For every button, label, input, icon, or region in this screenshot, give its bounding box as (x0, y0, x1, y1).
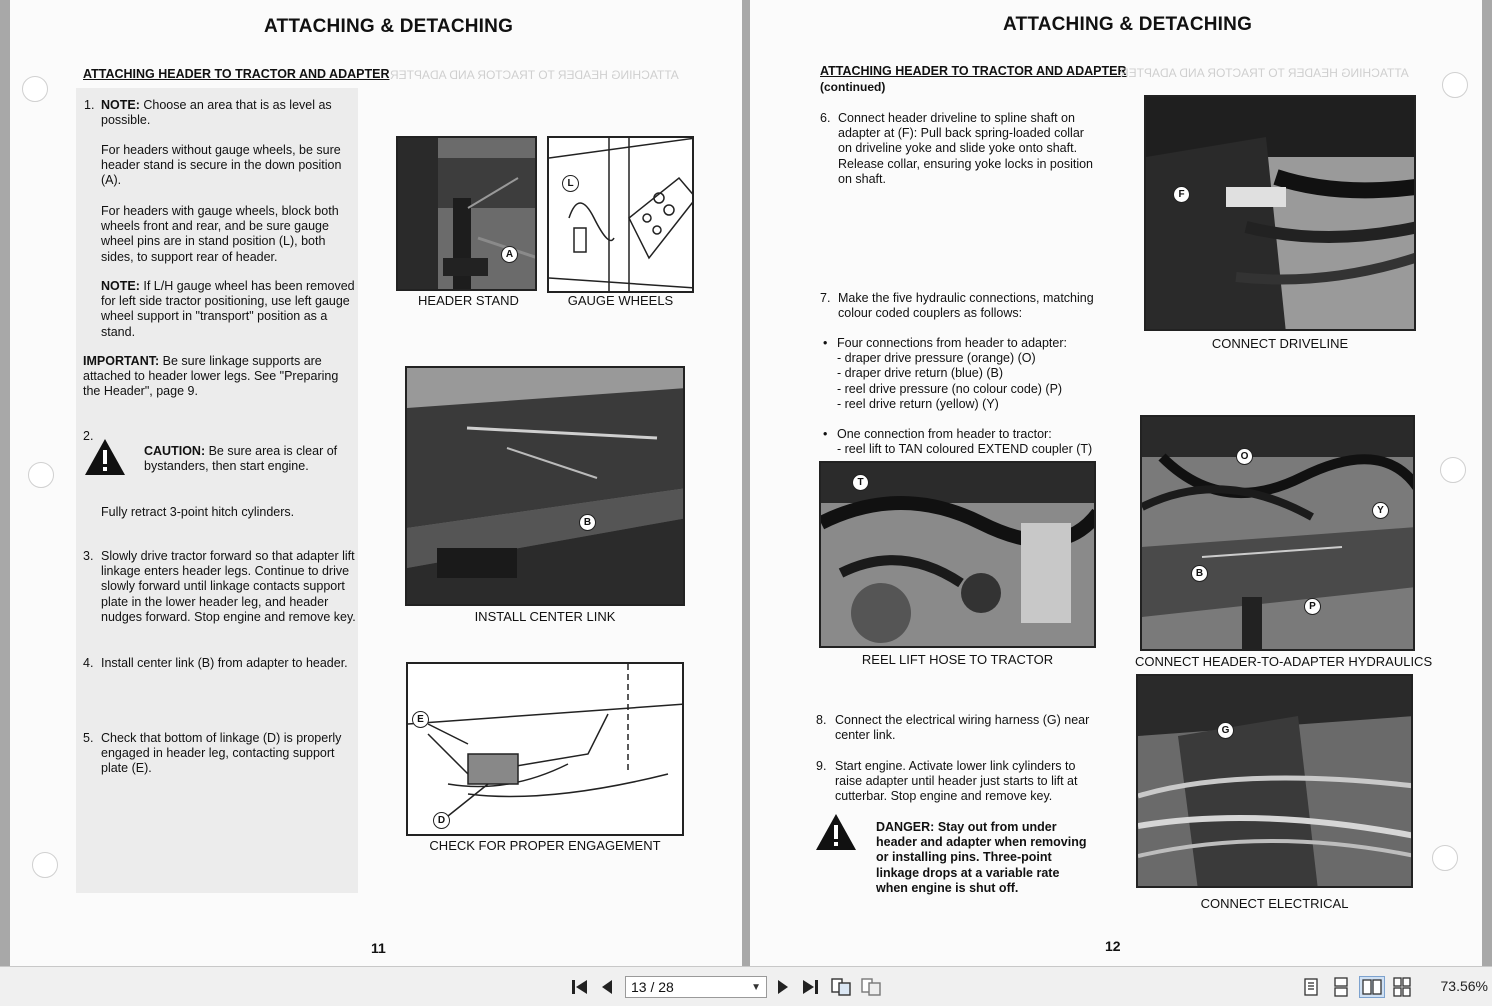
callout-label: P (1304, 598, 1321, 615)
callout-label: B (1191, 565, 1208, 582)
step-number: 8. (816, 713, 827, 727)
callout-label: Y (1372, 502, 1389, 519)
step-number: 1. (84, 98, 95, 112)
caution-note: CAUTION: Be sure area is clear of bystanders, then start engine. (144, 444, 338, 474)
hydraulic-item: - reel drive pressure (no colour code) (P) (837, 382, 1063, 396)
callout-label: E (412, 711, 429, 728)
figure-caption: INSTALL CENTER LINK (474, 609, 616, 624)
step-1-note: NOTE: If L/H gauge wheel has been removed for left side tractor positioning, use left gauge wheel support in "transport" position as a stand. (101, 279, 355, 339)
step-9-text: Start engine. Activate lower link cylinders to raise adapter until header just starts to lift at cutterbar. Stop engine and remove key. (835, 759, 1078, 804)
two-page-view-icon[interactable] (1359, 976, 1385, 998)
step-number: 6. (820, 111, 831, 125)
binder-hole (32, 852, 58, 878)
step-number: 2. (83, 429, 94, 443)
figure-caption: GAUGE WHEELS (567, 293, 674, 308)
last-page-icon[interactable] (800, 976, 822, 998)
hydraulic-item: - reel drive return (yellow) (Y) (837, 397, 999, 411)
section-subheading: (continued) (820, 80, 886, 94)
callout-label: D (433, 812, 450, 829)
electrical-photo (1136, 674, 1413, 888)
first-page-icon[interactable] (568, 976, 590, 998)
page-number: 11 (371, 940, 386, 956)
step-number: 4. (83, 656, 94, 670)
callout-label: G (1217, 722, 1234, 739)
page-number-input[interactable]: 13 / 28 ▼ (625, 976, 767, 998)
warning-triangle-icon (814, 812, 858, 852)
previous-page-icon[interactable] (597, 976, 617, 998)
engagement-drawing (406, 662, 684, 836)
fit-page-icon[interactable] (859, 976, 883, 998)
binder-hole (1440, 457, 1466, 483)
rotate-view-icon[interactable] (829, 976, 853, 998)
two-page-continuous-icon[interactable] (1391, 976, 1413, 998)
hydraulic-item: - draper drive return (blue) (B) (837, 366, 1004, 380)
binder-hole (1442, 72, 1468, 98)
callout-label: O (1236, 448, 1253, 465)
step-number: 3. (83, 549, 94, 563)
header-stand-photo (396, 136, 537, 291)
step-4-text: Install center link (B) from adapter to header. (101, 656, 348, 670)
callout-label: T (852, 474, 869, 491)
step-3-text: Slowly drive tractor forward so that adapter lift linkage enters header legs. Continue to drive slowly forward until linkage contacts support plate in the lower header leg, and header nudges forward. Stop engine and remove key. (101, 549, 356, 624)
continuous-view-icon[interactable] (1330, 976, 1352, 998)
page-title: ATTACHING & DETACHING (264, 16, 514, 37)
page-title: ATTACHING & DETACHING (1003, 14, 1253, 35)
step-1-para: For headers with gauge wheels, block both wheels front and rear, and be sure gauge wheel pins are in stand position (L), both sides, to support rear of header. (101, 204, 339, 264)
step-1-para: For headers without gauge wheels, be sure header stand is secure in the down position (A). (101, 143, 342, 188)
hydraulic-item: - reel lift to TAN coloured EXTEND coupler (T) (837, 442, 1093, 456)
figure-caption: CONNECT DRIVELINE (1211, 336, 1349, 351)
callout-label: B (579, 514, 596, 531)
hydraulics-photo (1140, 415, 1415, 651)
callout-label: A (501, 246, 518, 263)
danger-note: DANGER: Stay out from under header and adapter when removing or installing pins. Three-point linkage drops at a variable rate when engine is shut off. (876, 820, 1087, 895)
bullet: • (823, 427, 828, 441)
binder-hole (22, 76, 48, 102)
bullet: • (823, 336, 828, 350)
figure-caption: REEL LIFT HOSE TO TRACTOR (861, 652, 1054, 667)
gauge-wheels-drawing (547, 136, 694, 293)
page-number: 12 (1105, 938, 1121, 954)
figure-caption: CONNECT HEADER-TO-ADAPTER HYDRAULICS (1135, 654, 1433, 669)
step-7-text: Make the five hydraulic connections, matching colour coded couplers as follows: (838, 291, 1094, 321)
zoom-level[interactable]: 73.56% (1440, 978, 1488, 994)
step-8-text: Connect the electrical wiring harness (G) near center link. (835, 713, 1090, 743)
warning-triangle-icon (83, 437, 127, 477)
figure-caption: CHECK FOR PROPER ENGAGEMENT (429, 838, 661, 853)
figure-caption: HEADER STAND (418, 293, 519, 308)
step-number: 9. (816, 759, 827, 773)
section-heading: ATTACHING HEADER TO TRACTOR AND ADAPTER (83, 67, 390, 81)
bullet-heading: One connection from header to tractor: (837, 427, 1052, 441)
next-page-icon[interactable] (773, 976, 793, 998)
step-1-note: NOTE: Choose an area that is as level as possible. (101, 98, 332, 128)
page-11 (10, 0, 742, 966)
bleed-through-text: ATTACHING HEADER TO TRACTOR AND ADAPTER (390, 68, 679, 82)
step-6-text: Connect header driveline to spline shaft on adapter at (F): Pull back spring-loaded collar on driveline yoke and slide yoke onto shaft. Release collar, ensuring yoke locks in position on shaft. (838, 111, 1093, 186)
binder-hole (1432, 845, 1458, 871)
bullet-heading: Four connections from header to adapter: (837, 336, 1067, 350)
callout-label: F (1173, 186, 1190, 203)
single-page-view-icon[interactable] (1300, 976, 1322, 998)
bleed-through-text: ATTACHING HEADER TO TRACTOR AND ADAPTER (1120, 66, 1409, 80)
page-12 (750, 0, 1482, 966)
important-note: IMPORTANT: Be sure linkage supports are attached to header lower legs. See "Preparing the Header", page 9. (83, 354, 339, 399)
figure-caption: CONNECT ELECTRICAL (1200, 896, 1349, 911)
callout-label: L (562, 175, 579, 192)
chevron-down-icon[interactable]: ▼ (751, 982, 761, 993)
driveline-photo (1144, 95, 1416, 331)
section-heading: ATTACHING HEADER TO TRACTOR AND ADAPTER (820, 64, 1127, 78)
step-2-text: Fully retract 3-point hitch cylinders. (101, 505, 295, 519)
hydraulic-item: - draper drive pressure (orange) (O) (837, 351, 1036, 365)
binder-hole (28, 462, 54, 488)
step-number: 5. (83, 731, 94, 745)
center-link-photo (405, 366, 685, 606)
step-5-text: Check that bottom of linkage (D) is properly engaged in header leg, contacting support plate (E). (101, 731, 342, 776)
step-number: 7. (820, 291, 831, 305)
